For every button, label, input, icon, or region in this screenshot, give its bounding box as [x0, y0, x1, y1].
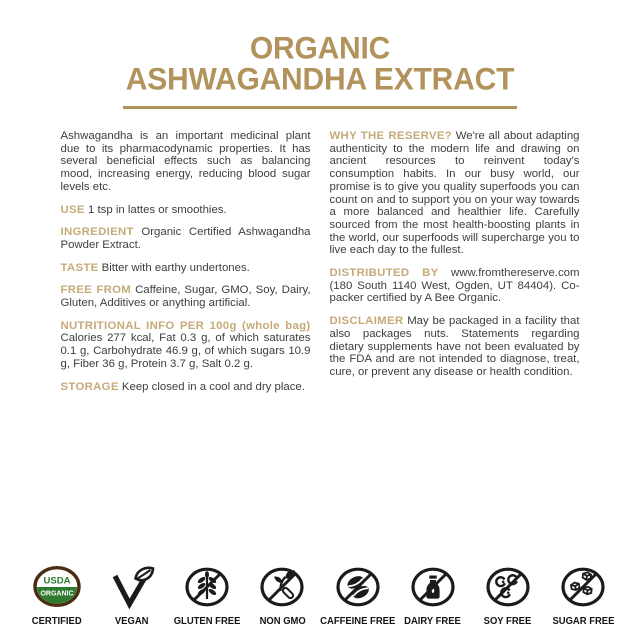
- page-title-line2: ASHWAGANDHA EXTRACT: [125, 62, 515, 97]
- section-why-the-reserve: [330, 130, 580, 257]
- section-text: 1 tsp in lattes or smoothies.: [88, 203, 227, 216]
- section-nutritional-info: [61, 320, 311, 371]
- badge-label: VEGAN: [115, 615, 149, 627]
- section-free-from: [61, 284, 311, 309]
- section-intro: [61, 130, 311, 194]
- soy-free-icon: [485, 564, 531, 610]
- section-heading: USE: [60, 203, 85, 216]
- caffeine-free-icon: [335, 564, 381, 610]
- section-distributed-by: [330, 267, 580, 305]
- section-text: Calories 277 kcal, Fat 0.3 g, of which saturates 0.1 g, Carbohydrate 46.9 g, of which sugars 10.9 g, Fiber 36 g, Protein 3.7 g, Salt 0.2 g.: [60, 332, 311, 370]
- sugar-free-icon: [560, 564, 606, 610]
- section-ingredient: [61, 226, 311, 251]
- section-heading: DISCLAIMER: [329, 315, 404, 328]
- badge-label: CERTIFIED: [32, 615, 82, 627]
- section-use: [61, 204, 311, 217]
- section-text: www.fromthereserve.com (180 South 1140 West, Ogden, UT 84404). Co-packer certified by A Bee Organic.: [329, 267, 580, 305]
- section-text: Bitter with earthy undertones.: [101, 261, 250, 274]
- badge-gluten-free: [171, 564, 243, 627]
- right-column: [330, 130, 580, 393]
- badge-sugar-free: [547, 564, 619, 627]
- badge-label: SUGAR FREE: [552, 615, 614, 627]
- section-text: We're all about adapting authenticity to the modern life and drawing on ancient resources to reinvent today's consumption habits. In our busy world, our promise is to give you quality superfoods you can count on and to support you on your way towards a more balanced and healthier life. Carefully sourced from the most health-boosting plants in the world, our superfoods will supercharge you to live each day to the fullest.: [329, 130, 580, 257]
- section-heading: FREE FROM: [60, 284, 132, 297]
- usda-seal-bottom-text: ORGANIC: [40, 590, 74, 598]
- section-heading: WHY THE RESERVE?: [329, 130, 452, 142]
- body-columns: [0, 130, 640, 393]
- badge-vegan: [96, 564, 168, 627]
- badge-caffeine-free: [322, 564, 394, 627]
- section-heading: DISTRIBUTED BY: [329, 267, 439, 280]
- section-heading: TASTE: [60, 261, 99, 274]
- badge-label: NON GMO: [259, 615, 306, 627]
- section-text: Organic Certified Ashwagandha Powder Extract.: [60, 226, 311, 251]
- usda-organic-seal-icon: [31, 564, 83, 610]
- section-heading: INGREDIENT: [60, 226, 134, 239]
- usda-seal-top-text: USDA: [43, 575, 71, 587]
- non-gmo-icon: [259, 564, 305, 610]
- badge-soy-free: [472, 564, 544, 627]
- title-divider: [123, 106, 517, 109]
- section-heading: STORAGE: [60, 380, 119, 393]
- gluten-free-icon: [184, 564, 230, 610]
- dairy-free-icon: [410, 564, 456, 610]
- section-taste: [61, 262, 311, 275]
- badge-label: DAIRY FREE: [404, 615, 462, 627]
- badge-label: SOY FREE: [484, 615, 532, 627]
- section-text: Keep closed in a cool and dry place.: [121, 380, 305, 393]
- badge-label: CAFFEINE FREE: [320, 615, 396, 627]
- section-text: Ashwagandha is an important medicinal plant due to its pharmacodynamic properties. It has several beneficial effects such as balancing mood, increasing energy, reducing blood sugar levels etc.: [60, 130, 311, 193]
- badge-usda-certified: [21, 564, 93, 627]
- badge-dairy-free: [397, 564, 469, 627]
- section-disclaimer: [330, 315, 580, 379]
- title-block: [0, 0, 640, 109]
- section-heading: NUTRITIONAL INFO PER 100g (whole bag): [60, 319, 311, 332]
- section-storage: [61, 381, 311, 394]
- section-text: May be packaged in a facility that also packages nuts. Statements regarding dietary supplements have not been evaluated by the FDA and are not intended to diagnose, treat, cure, or prevent any disease or health condition.: [329, 315, 580, 378]
- left-column: [61, 130, 311, 393]
- badge-label: GLUTEN FREE: [173, 615, 241, 627]
- page-title-line1: ORGANIC: [249, 31, 391, 66]
- vegan-icon: [108, 564, 156, 610]
- badge-non-gmo: [246, 564, 318, 627]
- section-text: Caffeine, Sugar, GMO, Soy, Dairy, Gluten, Additives or anything artificial.: [60, 284, 311, 310]
- certification-badges-row: [21, 564, 619, 627]
